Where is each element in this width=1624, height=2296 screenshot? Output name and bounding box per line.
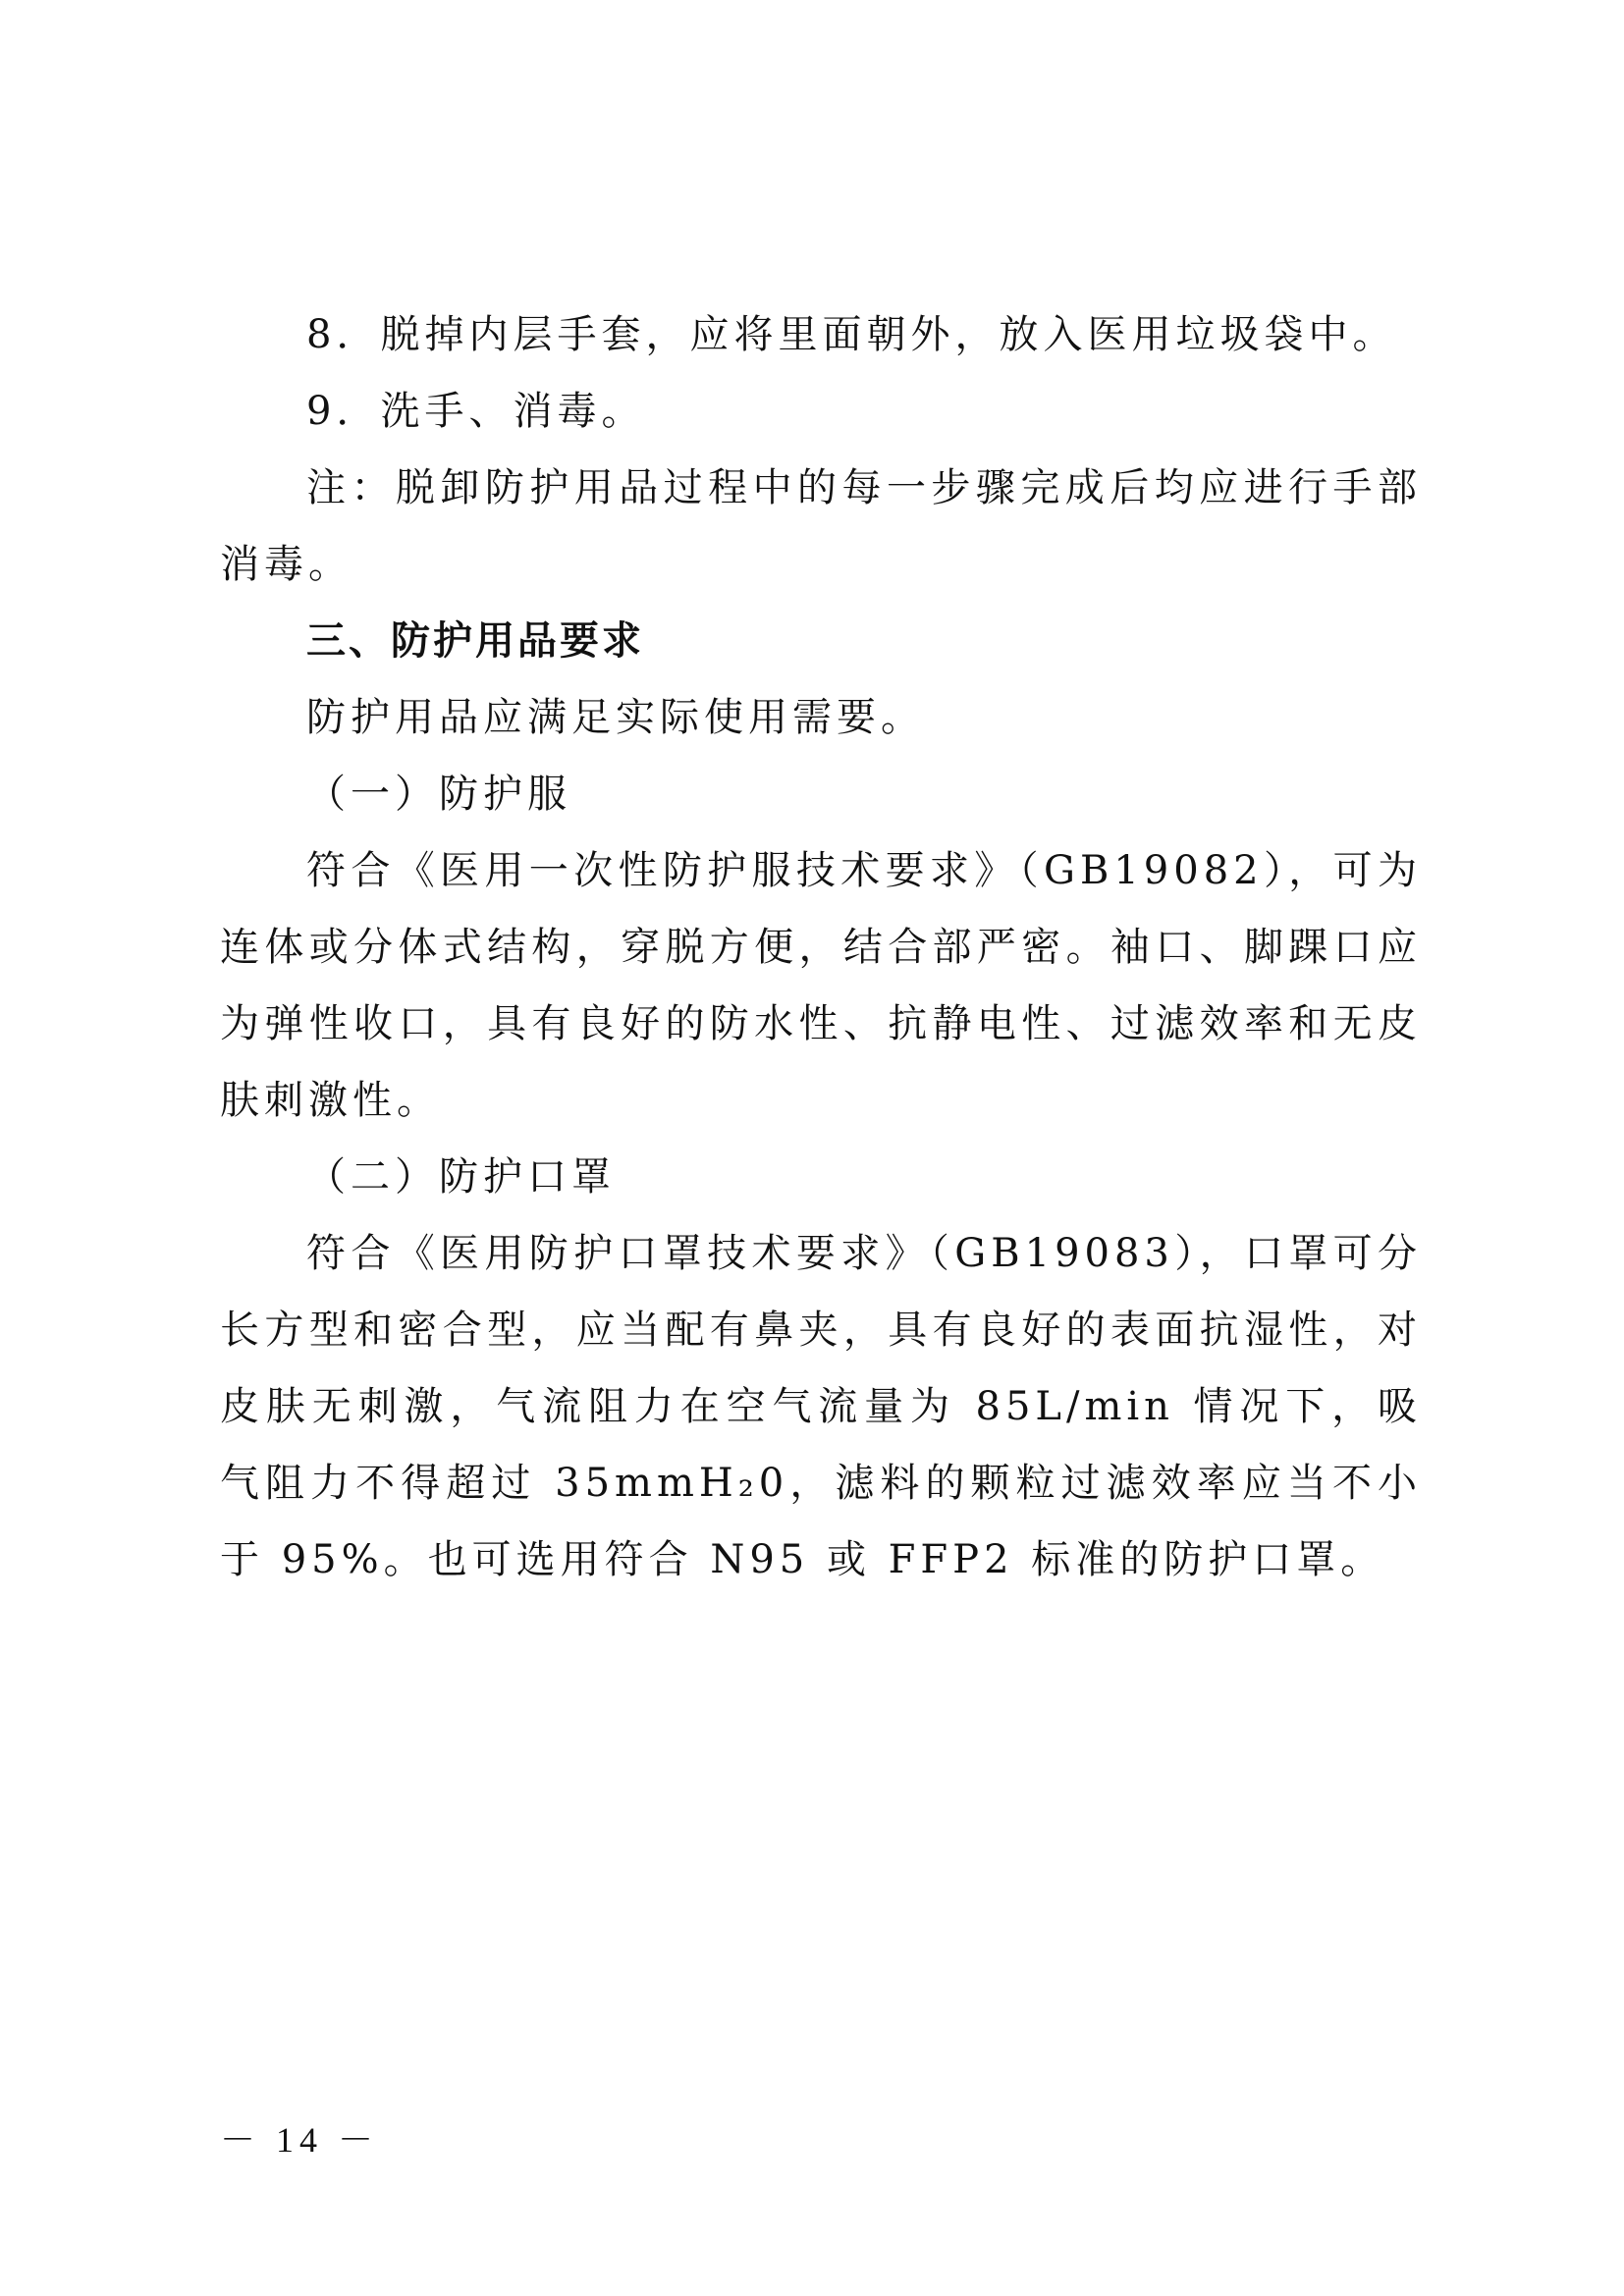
section-intro-text: 防护用品应满足实际使用需要。 [306, 695, 925, 740]
protective-suit-text: 符合《医用一次性防护服技术要求》（GB19082），可为连体或分体式结构，穿脱方便，结合部严密。袖口、脚踝口应为弹性收口，具有良好的防水性、抗静电性、过滤效率和无皮肤刺激性。 [220, 848, 1422, 1123]
document-body [220, 296, 1422, 1598]
page-number: － 14 － [220, 2120, 380, 2160]
step-8-text: 8．脱掉内层手套，应将里面朝外，放入医用垃圾袋中。 [306, 312, 1397, 357]
protective-mask-text: 符合《医用防护口罩技术要求》（GB19083），口罩可分长方型和密合型，应当配有鼻夹，具有良好的表面抗湿性，对皮肤无刺激，气流阻力在空气流量为 85L/min 情况下，吸气阻力不得超过 35mmH₂0，滤料的颗粒过滤效率应当不小于 95%。也可选用符合 N95 或 FFP2 标准的防护口罩。 [220, 1231, 1422, 1582]
subsection-heading-protective-suit: （一）防护服 [306, 772, 571, 817]
note-text: 注：脱卸防护用品过程中的每一步骤完成后均应进行手部消毒。 [220, 465, 1422, 587]
step-9-text: 9．洗手、消毒。 [306, 389, 646, 434]
section-heading: 三、防护用品要求 [306, 618, 644, 664]
subsection-heading-protective-mask: （二）防护口罩 [306, 1154, 616, 1200]
